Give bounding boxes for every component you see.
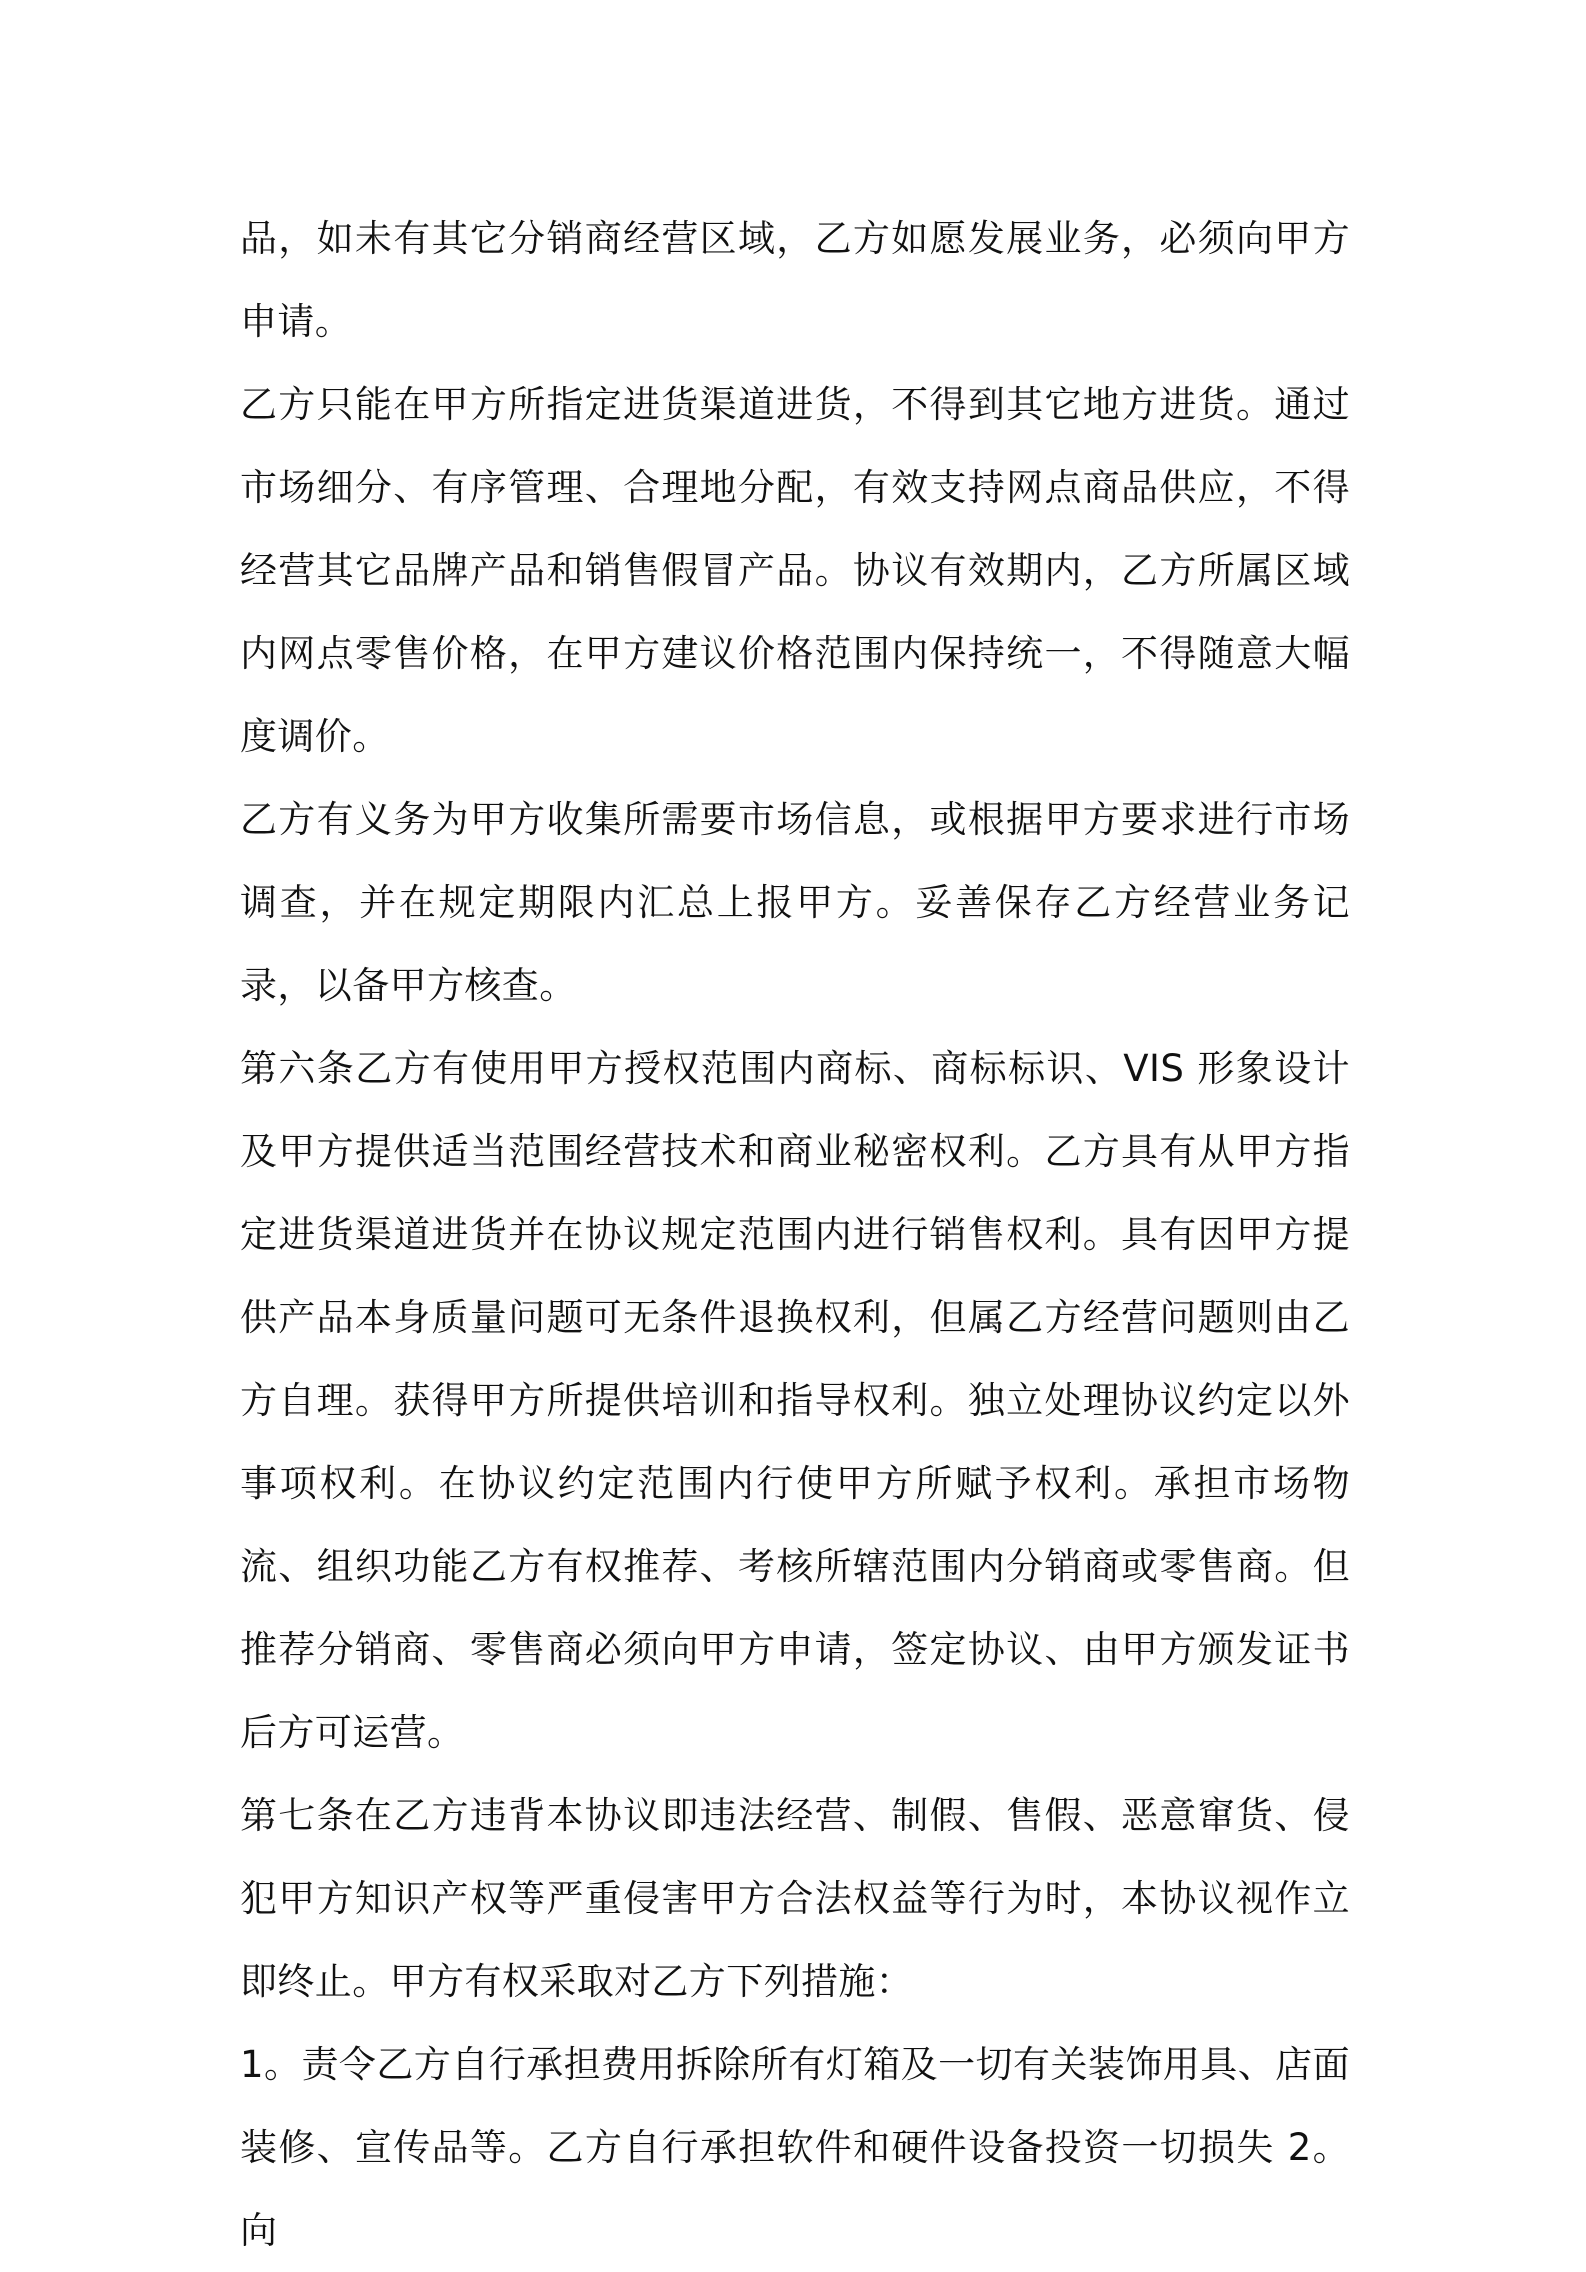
paragraph-article-6: 第六条乙方有使用甲方授权范围内商标、商标标识、VIS 形象设计及甲方提供适当范围经营技术和商业秘密权利。乙方具有从甲方指定进货渠道进货并在协议规定范围内进行销售权利。具有因甲方提供产品本身质量问题可无条件退换权利，但属乙方经营问题则由乙方自理。获得甲方所提供培训和指导权利。独立处理协议约定以外事项权利。在协议约定范围内行使甲方所赋予权利。承担市场物流、组织功能乙方有权推荐、考核所辖范围内分销商或零售商。但推荐分销商、零售商必须向甲方申请，签定协议、由甲方颁发证书后方可运营。 bbox=[240, 1047, 1350, 1754]
document-body bbox=[240, 197, 1350, 2272]
paragraph-3: 乙方有义务为甲方收集所需要市场信息，或根据甲方要求进行市场调查，并在规定期限内汇总上报甲方。妥善保存乙方经营业务记录，以备甲方核查。 bbox=[240, 798, 1350, 1007]
paragraph-1: 品，如未有其它分销商经营区域，乙方如愿发展业务，必须向甲方申请。 bbox=[240, 217, 1350, 343]
paragraph-article-7: 第七条在乙方违背本协议即违法经营、制假、售假、恶意窜货、侵犯甲方知识产权等严重侵害甲方合法权益等行为时，本协议视作立即终止。甲方有权采取对乙方下列措施： bbox=[240, 1794, 1350, 2003]
paragraph-measure-1: 1。责令乙方自行承担费用拆除所有灯箱及一切有关装饰用具、店面装修、宣传品等。乙方自行承担软件和硬件设备投资一切损失 2。向 bbox=[240, 2043, 1350, 2252]
paragraph-2: 乙方只能在甲方所指定进货渠道进货，不得到其它地方进货。通过市场细分、有序管理、合理地分配，有效支持网点商品供应，不得经营其它品牌产品和销售假冒产品。协议有效期内，乙方所属区域内网点零售价格，在甲方建议价格范围内保持统一，不得随意大幅度调价。 bbox=[240, 383, 1350, 758]
